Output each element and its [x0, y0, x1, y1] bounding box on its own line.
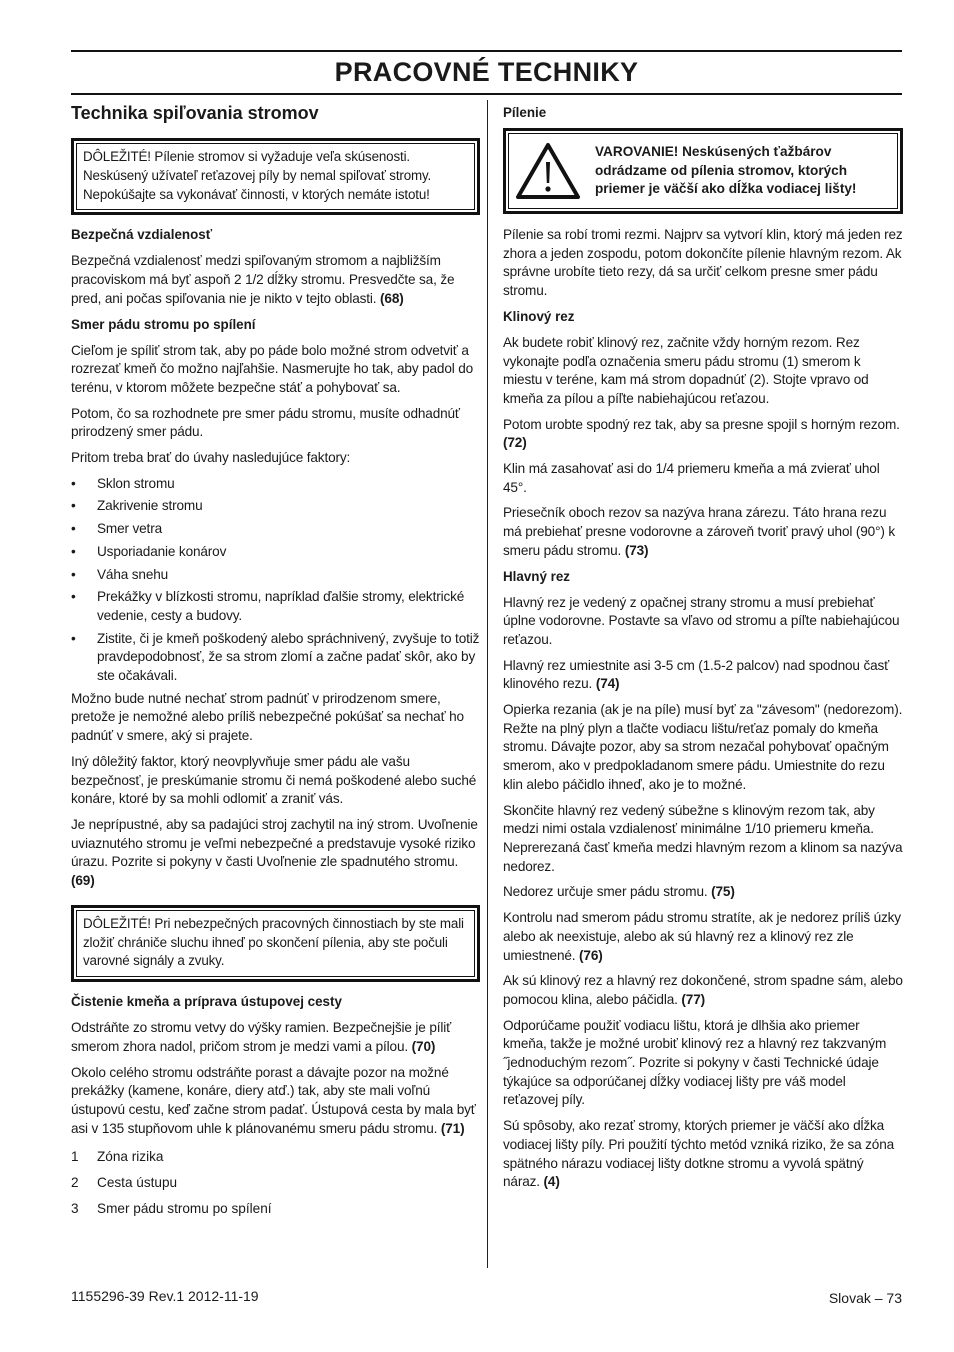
paragraph: Hlavný rez umiestnite asi 3-5 cm (1.5-2 palcov) nad spodnou časť klinového rezu. (74): [503, 657, 890, 692]
right-column: [503, 104, 903, 1199]
subheading-fall-direction: Smer pádu stromu po spílení: [71, 316, 256, 332]
subheading-wedge-cut: Klinový rez: [503, 308, 575, 324]
paragraph: Klin má zasahovať asi do 1/4 priemeru kmeňa a má zvierať uhol 45°.: [503, 461, 880, 495]
paragraph: Bezpečná vzdialenosť medzi spiľovaným stromom a najbližším pracoviskom má byť aspoň 2 1/2 dĺžky stromu. Presvedčte sa, že pred, ani počas spiľovania nie je nikto v tejto oblasti. (68): [71, 253, 455, 306]
paragraph: Možno bude nutné nechať strom padnúť v prirodzenom smere, pretože je nemožné alebo príliš nebezpečné pokúšať sa nechať ho padnúť v smere, aký si prajete.: [71, 690, 464, 744]
warning-triangle-icon: [515, 142, 581, 200]
header-rule-bottom: [71, 93, 902, 95]
page-title: PRACOVNÉ TECHNIKY: [334, 57, 639, 87]
paragraph: Iný dôležitý faktor, ktorý neovplyvňuje smer pádu ale vašu bezpečnosť, je preskúmanie stromu či nemá poškodené alebo suché konáre, ktoré by sa mohli odlomiť a zraniť vás.: [71, 753, 477, 807]
paragraph: Je neprípustné, aby sa padajúci stroj zachytil na iný strom. Uvoľnenie uviaznutého stromu je veľmi nebezpečné a predstavuje vysoké riziko úrazu. Pozrite si pokyny v časti Uvoľnenie zle spadnutého stromu. (69): [71, 816, 478, 889]
paragraph: Okolo celého stromu odstráňte porast a dávajte pozor na možné prekážky (kamene, konáre, diery atď.) tak, aby ste mali voľnú ústupovú cestu, keď začne strom padať. Ústupová cesta by mala byť asi v 135 stupňovom uhle k plánovanému smeru pádu stromu. (71): [71, 1064, 476, 1136]
important-notice-text: DÔLEŽITÉ! Pílenie stromov si vyžaduje veľa skúsenosti. Neskúsený užívateľ reťazovej píly by nemal spiľovať stromy. Nepokúšajte sa vykonávať činnosti, v ktorých nemáte istotu!: [83, 149, 432, 202]
figure-ref: (74): [595, 676, 620, 692]
paragraph: Ak budete robiť klinový rez, začnite vždy horným rezom. Rez vykonajte podľa označenia smeru pádu stromu (1) smerom k miestu v teréne, kam má strom dopadnúť (2). Stojte vpravo od kmeňa za pílou a píľte nabiehajúcou reťazou.: [503, 334, 869, 406]
factor-list: [71, 475, 480, 686]
legend-list: [71, 1148, 480, 1218]
figure-ref: (70): [411, 1038, 436, 1054]
list-item: • Zakrivenie stromu: [71, 498, 203, 514]
paragraph: Kontrolu nad smerom pádu stromu stratíte, ak je nedorez príliš úzky alebo ak neexistuje, alebo ak sú hlavný rez a klinový rez zle umiestnené. (76): [503, 910, 901, 963]
list-item: • Smer vetra: [71, 521, 162, 537]
list-item: • Usporiadanie konárov: [71, 543, 227, 559]
paragraph: Sú spôsoby, ako rezať stromy, ktorých priemer je väčší ako dĺžka vodiacej lišty píly. Pri použití týchto metód vzniká riziko, že sa zóna spätného nárazu vodiacej lišty dotkne stromu a vyvolá spätný náraz. (4): [503, 1118, 895, 1190]
subheading-safe-distance: Bezpečná vzdialenosť: [71, 227, 213, 243]
paragraph: Potom, čo sa rozhodnete pre smer pádu stromu, musíte odhadnúť prirodzený smer pádu.: [71, 405, 460, 440]
figure-ref: (77): [681, 991, 705, 1007]
left-column: [71, 100, 480, 1226]
paragraph: Pritom treba brať do úvahy nasledujúce faktory:: [71, 450, 351, 466]
paragraph: Skončite hlavný rez vedený súbežne s klinovým rezom tak, aby medzi nimi ostala vzdialenosť minimálne 1/10 priemeru kmeňa. Neprerezaná časť kmeňa medzi hlavným rezom a klinom sa nazýva nedorez.: [503, 802, 903, 874]
list-item: 2 Cesta ústupu: [71, 1175, 178, 1191]
list-item: • Váha snehu: [71, 566, 169, 582]
warning-text: VAROVANIE! Neskúsených ťažbárov odrádzame od pílenia stromov, ktorých priemer je väčší ako dĺžka vodiacej lišty!: [595, 143, 857, 197]
figure-ref: (75): [711, 884, 735, 900]
subheading-clearing: Čistenie kmeňa a príprava ústupovej cesty: [71, 994, 342, 1010]
paragraph: Odstráňte zo stromu vetvy do výšky ramien. Bezpečnejšie je píliť smerom zhora nadol, pričom strom je medzi vami a pílou. (70): [71, 1020, 452, 1054]
list-item: 3 Smer pádu stromu po spílení: [71, 1200, 272, 1216]
paragraph: Odporúčame použiť vodiacu lištu, ktorá je dlhšia ako priemer kmeňa, takže je možné urobiť klinový rez a hlavný rez takzvaným ˝jednoduchým rezom˝. Pozrite si pokyny v časti Technické údaje týkajúce sa odporúčanej dĺžky vodiacej lišty pre váš model reťazovej píly.: [503, 1017, 887, 1108]
important-notice: [71, 138, 480, 215]
column-divider: [487, 100, 488, 1268]
page-number: Slovak – 73: [828, 1290, 902, 1306]
paragraph: Cieľom je spíliť strom tak, aby po páde bolo možné strom odvetviť a rozrezať kmeň čo možno najľahšie. Nasmerujte ho tak, aby padol do terénu, v ktorom môžete bezpečne stáť a pohybovať sa.: [71, 342, 474, 395]
important-notice-text: DÔLEŽITÉ! Pri nebezpečných pracovných činnostiach by ste mali zložiť chrániče sluchu ihneď po skončení pílenia, aby ste počuli varovné signály a zvuky.: [83, 915, 464, 969]
paragraph: Nedorez určuje smer pádu stromu. (75): [503, 884, 735, 900]
list-item: • Prekážky v blízkosti stromu, napríklad ďalšie stromy, elektrické vedenie, cesty a budovy.: [71, 589, 465, 623]
figure-ref: (4): [543, 1174, 560, 1190]
document-id: 1155296-39 Rev.1 2012-11-19: [71, 1288, 259, 1304]
list-item: • Zistite, či je kmeň poškodený alebo spráchnivený, zvyšuje to totiž pravdepodobnosť, že sa strom zlomí a začne padať skôr, ako by ste očakávali.: [71, 630, 480, 684]
warning-box: [503, 128, 903, 214]
figure-ref: (69): [71, 873, 95, 889]
figure-ref: (68): [380, 290, 404, 306]
paragraph: Hlavný rez je vedený z opačnej strany stromu a musí prebiehať úplne vodorovne. Postavte sa vľavo od stromu a píľte nabiehajúcou reťazou.: [503, 594, 900, 647]
subheading-main-cut: Hlavný rez: [503, 568, 570, 584]
important-notice-hearing: [71, 905, 480, 982]
paragraph: Ak sú klinový rez a hlavný rez dokončené, strom spadne sám, alebo pomocou klina, alebo páčidla. (77): [503, 973, 903, 1007]
list-item: 1 Zóna rizika: [71, 1149, 164, 1165]
section-heading: Technika spiľovania stromov: [71, 103, 319, 123]
paragraph: Priesečník oboch rezov sa nazýva hrana zárezu. Táto hrana rezu má prebiehať presne vodorovne a zároveň tvoriť pravý uhol (90°) k smeru pádu stromu. (73): [503, 505, 896, 558]
paragraph: Pílenie sa robí tromi rezmi. Najprv sa vytvorí klin, ktorý má jeden rez zhora a jeden zospodu, potom dokončíte pílenie hlavným rezom. Ak správne urobíte tieto rezy, dá sa určiť celkom presne smer pádu stromu.: [503, 227, 903, 299]
figure-ref: (72): [503, 435, 527, 451]
paragraph: Opierka rezania (ak je na píle) musí byť za "závesom" (nedorezom). Režte na plný plyn a tlačte vodiacu lištu/reťaz pomaly do kmeňa stromu. Dávajte pozor, aby sa strom nezačal pohybovať opačným smerom, ako v predpokladanom smere pádu. Umiestnite do rezu klin alebo páčidlo ihneď, ako je to možné.: [503, 702, 903, 792]
paragraph: Potom urobte spodný rez tak, aby sa presne spojil s horným rezom. (72): [503, 416, 900, 451]
list-item: • Sklon stromu: [71, 475, 175, 491]
figure-ref: (71): [440, 1120, 465, 1136]
figure-ref: (73): [624, 542, 649, 558]
figure-ref: (76): [579, 947, 603, 963]
subheading-felling: Pílenie: [503, 105, 547, 120]
